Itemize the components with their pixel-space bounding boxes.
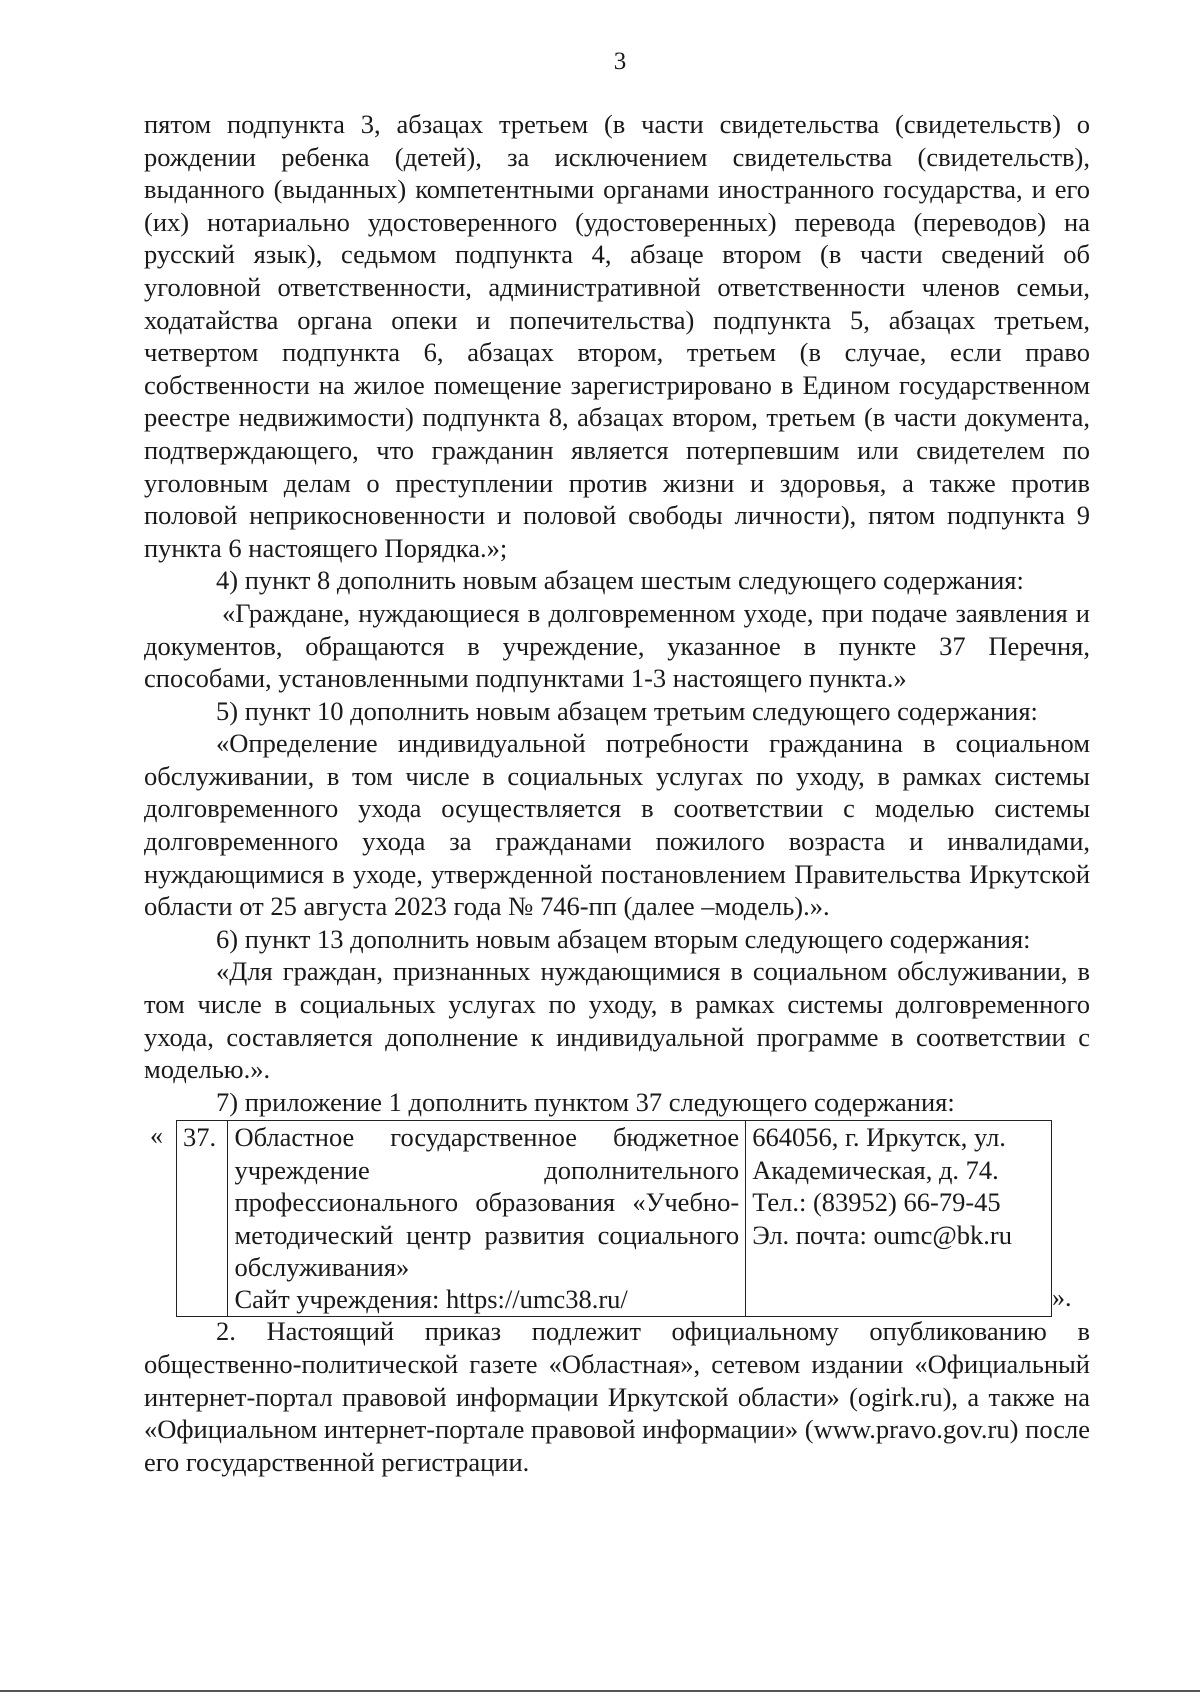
insert-table-block	[144, 1118, 1090, 1315]
institution-phone: Тел.: (83952) 66-79-45	[752, 1187, 1001, 1218]
paragraph-item-7: 7) приложение 1 дополнить пунктом 37 следующего содержания:	[216, 1086, 955, 1117]
table-open-quote: «	[150, 1121, 163, 1151]
paragraph-item-5: 5) пункт 10 дополнить новым абзацем третьим следующего содержания:	[216, 695, 1038, 726]
institution-name: Областное государственное бюджетное учреждение дополнительного профессионального образования «Учебно-методический центр развития социального обслуживания»	[234, 1122, 740, 1283]
paragraph-quote-item-5: «Определение индивидуальной потребности гражданина в социальном обслуживании, в том числе в социальных услугах по уходу, в рамках системы долговременного ухода осуществляется в соответствии с моделью системы долговременного ухода за гражданами пожилого возраста и инвалидами, нуждающимися в уходе, утвержденной постановлением Правительства Иркутской области от 25 августа 2023 года № 746-пп (далее –модель).».	[144, 728, 1090, 922]
table-row	[177, 1121, 1052, 1316]
paragraph-item-6: 6) пункт 13 дополнить новым абзацем вторым следующего содержания:	[216, 923, 1031, 954]
institution-contacts-cell	[746, 1121, 1052, 1316]
row-number-cell: 37.	[177, 1121, 228, 1316]
paragraph-continuation: пятом подпункта 3, абзацах третьем (в части свидетельства (свидетельств) о рождении ребенка (детей), за исключением свидетельства (свидетельств), выданного (выданных) компетентными органами иностранного государства, и его (их) нотариально удостоверенного (удостоверенных) перевода (переводов) на русский язык), седьмом подпункта 4, абзаце втором (в части сведений об уголовной ответственности, административной ответственности членов семьи, ходатайства органа опеки и попечительства) подпункта 5, абзацах третьем, четвертом подпункта 6, абзацах втором, третьем (в случае, если право собственности на жилое помещение зарегистрировано в Едином государственном реестре недвижимости) подпункта 8, абзацах втором, третьем (в части документа, подтверждающего, что гражданин является потерпевшим или свидетелем по уголовным делам о преступлении против жизни и здоровья, а также против половой неприкосновенности и половой свободы личности), пятом подпункта 9 пункта 6 настоящего Порядка.»;	[144, 109, 1090, 563]
institution-table	[176, 1120, 1052, 1316]
paragraph-point-2: 2. Настоящий приказ подлежит официальному опубликованию в общественно-политической газете «Областная», сетевом издании «Официальный интернет-портал правовой информации Иркутской области» (ogirk.ru), а также на «Официальном интернет-портале правовой информации» (www.pravo.gov.ru) после его государственной регистрации.	[144, 1316, 1090, 1477]
page-bottom-rule	[0, 1690, 1200, 1692]
institution-email: Эл. почта: oumc@bk.ru	[752, 1219, 1013, 1250]
paragraph-quote-item-4: «Граждане, нуждающиеся в долговременном уходе, при подаче заявления и документов, обращаются в учреждение, указанное в пункте 37 Перечня, способами, установленными подпунктами 1-3 настоящего пункта.»	[144, 597, 1090, 694]
paragraph-item-4: 4) пункт 8 дополнить новым абзацем шестым следующего содержания:	[216, 565, 1024, 596]
institution-site: Сайт учреждения: https://umc38.ru/	[234, 1284, 628, 1315]
institution-name-cell	[228, 1121, 746, 1316]
table-close-quote: ».	[1052, 1283, 1072, 1313]
document-body	[144, 108, 1090, 1478]
paragraph-quote-item-6: «Для граждан, признанных нуждающимися в социальном обслуживании, в том числе в социальных услугах по уходу, в рамках системы долговременного ухода, составляется дополнение к индивидуальной программе в соответствии с моделью.».	[144, 956, 1090, 1085]
page-number: 3	[613, 48, 627, 75]
institution-address: 664056, г. Иркутск, ул. Академическая, д. 74.	[752, 1122, 1006, 1185]
